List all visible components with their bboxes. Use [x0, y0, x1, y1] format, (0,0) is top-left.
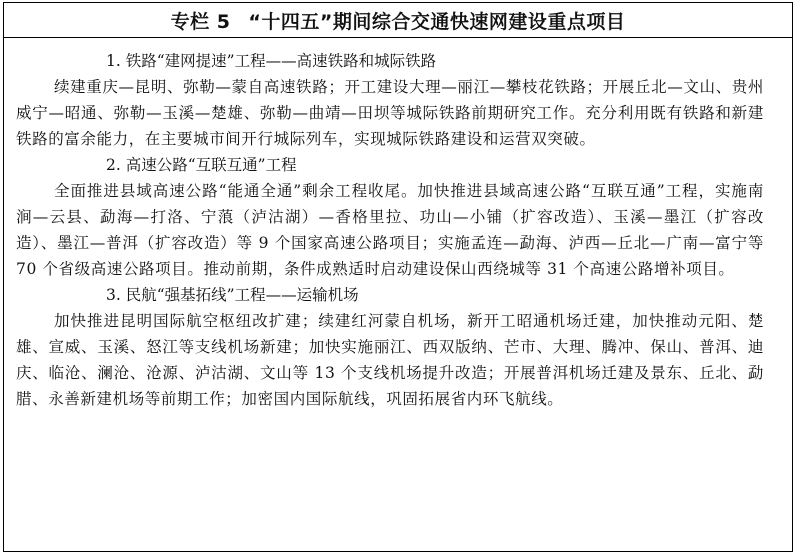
column-body [4, 38, 792, 412]
column-label: 专栏 5 [170, 10, 231, 33]
section-paragraph-railway: 续建重庆—昆明、弥勒—蒙自高速铁路；开工建设大理—丽江—攀枝花铁路；开展丘北—文山、贵州威宁—昭通、弥勒—玉溪—楚雄、弥勒—曲靖—田坝等城际铁路前期研究工作。充分利用既有铁路和新建铁路的富余能力，在主要城市间开行城际列车，实现城际铁路建设和运营双突破。 [16, 78, 764, 148]
section-heading-highway: 2. 高速公路“互联互通”工程 [106, 156, 297, 174]
project-column-box [3, 2, 793, 552]
section-paragraph-aviation: 加快推进昆明国际航空枢纽改扩建；续建红河蒙自机场，新开工昭通机场迁建，加快推动元阳、楚雄、宣威、玉溪、怒江等支线机场新建；加快实施丽江、西双版纳、芒市、大理、腾冲、保山、普洱、迪庆、临沧、澜沧、沧源、泸沽湖、文山等 13 个支线机场提升改造；开展普洱机场迁建及景东、丘北、勐腊、永善新建机场等前期工作；加密国内国际航线，巩固拓展省内环飞航线。 [16, 312, 764, 408]
column-title-bar [4, 3, 792, 38]
section-heading-aviation: 3. 民航“强基拓线”工程——运输机场 [106, 286, 359, 304]
section-paragraph-highway: 全面推进县域高速公路“能通全通”剩余工程收尾。加快推进县域高速公路“互联互通”工程，实施南涧—云县、勐海—打洛、宁蒗（泸沽湖）—香格里拉、功山—小铺（扩容改造）、玉溪—墨江（扩容改造）、墨江—普洱（扩容改造）等 9 个国家高速公路项目；实施孟连—勐海、泸西—丘北—广南—富宁等 70 个省级高速公路项目。推动前期，条件成熟适时启动建设保山西绕城等 31 个高速公路增补项目。 [16, 182, 764, 278]
column-title: “十四五”期间综合交通快速网建设重点项目 [248, 10, 626, 33]
section-heading-railway: 1. 铁路“建网提速”工程——高速铁路和城际铁路 [106, 52, 437, 70]
